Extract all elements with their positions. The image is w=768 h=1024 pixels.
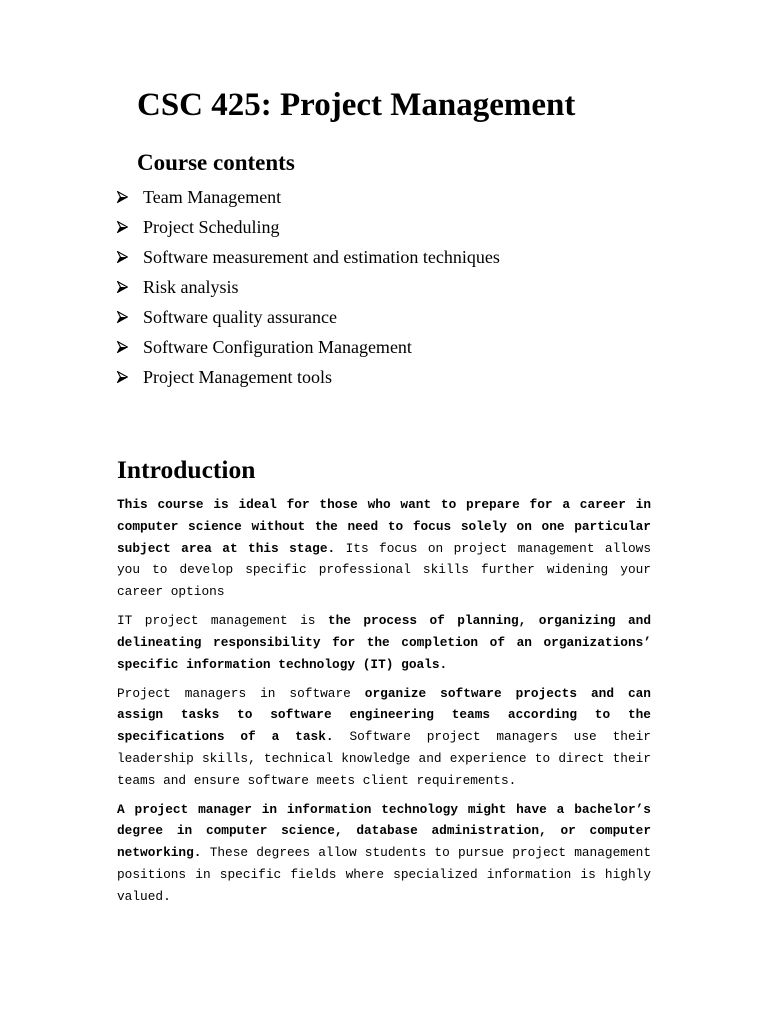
arrowhead-bullet-icon bbox=[117, 371, 128, 383]
body-text: Project managers in software bbox=[117, 685, 351, 701]
body-text: Software project managers use their leadership skills, technical knowledge and experience to direct their teams and ensure software meets client requirements. bbox=[117, 729, 651, 788]
emphasis-text: organize software projects and can assign tasks to software engineering teams according to the specifications of a task. bbox=[117, 685, 651, 744]
arrowhead-bullet-icon bbox=[117, 191, 128, 203]
list-item-label: Software Configuration Management bbox=[143, 337, 412, 357]
list-item bbox=[116, 362, 500, 392]
list-item-label: Software measurement and estimation techniques bbox=[143, 247, 500, 267]
paragraph bbox=[117, 494, 651, 603]
paragraph bbox=[117, 799, 651, 908]
arrowhead-bullet-icon bbox=[117, 311, 128, 323]
list-item bbox=[116, 182, 500, 212]
body-text: These degrees allow students to pursue project management positions in specific fields where specialized information is highly valued. bbox=[117, 845, 651, 904]
list-item bbox=[116, 302, 500, 332]
list-item-label: Project Management tools bbox=[143, 367, 332, 387]
body-text: IT project management is bbox=[117, 613, 316, 628]
list-item-label: Project Scheduling bbox=[143, 217, 280, 237]
emphasis-text: This course is ideal for those who want to prepare for a career in computer science without the need to focus solely on one particular subject area at this stage. bbox=[117, 497, 651, 556]
introduction-heading: Introduction bbox=[117, 455, 256, 484]
arrowhead-bullet-icon bbox=[117, 251, 128, 263]
emphasis-text: A project manager in information technology might have a bachelor’s degree in computer science, database administration, or computer networking. bbox=[117, 801, 651, 860]
page-title: CSC 425: Project Management bbox=[137, 87, 576, 123]
paragraph bbox=[117, 683, 651, 792]
arrowhead-bullet-icon bbox=[117, 341, 128, 353]
list-item bbox=[116, 212, 500, 242]
course-contents-list bbox=[116, 182, 500, 392]
list-item-label: Risk analysis bbox=[143, 277, 239, 297]
body-text: Its focus on project management allows you to develop specific professional skills further widening your career options bbox=[117, 540, 651, 599]
list-item-label: Software quality assurance bbox=[143, 307, 337, 327]
list-item bbox=[116, 272, 500, 302]
list-item bbox=[116, 242, 500, 272]
list-item bbox=[116, 332, 500, 362]
arrowhead-bullet-icon bbox=[117, 281, 128, 293]
arrowhead-bullet-icon bbox=[117, 221, 128, 233]
paragraph bbox=[117, 610, 651, 675]
list-item-label: Team Management bbox=[143, 187, 282, 207]
course-contents-heading: Course contents bbox=[137, 150, 295, 175]
emphasis-text: the process of planning, organizing and delineating responsibility for the completion of an organizations’ specific information technology (IT) goals. bbox=[117, 613, 651, 672]
introduction-body bbox=[117, 494, 651, 915]
